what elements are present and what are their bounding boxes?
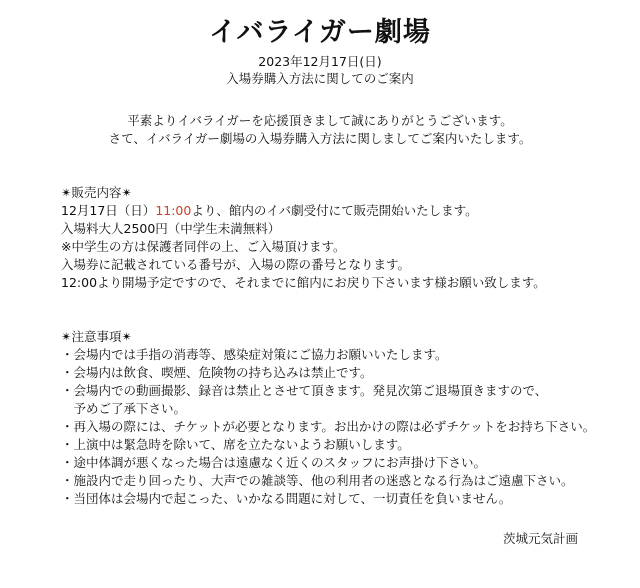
- note-item: ・上演中は緊急時を除いて、席を立たないようお願いします。: [61, 437, 410, 452]
- sales-date: 12月17日（日）: [61, 203, 156, 218]
- note-item: ・会場内での動画撮影、録音は禁止とさせて頂きます。発見次第ご退場頂きますので、: [61, 383, 548, 398]
- organizer-signature: 茨城元気計画: [502, 531, 578, 546]
- greeting-line-2: さて、イバライガー劇場の入場券購入方法に関しましてご案内いたします。: [108, 131, 532, 146]
- sales-heading: ✴︎販売内容✴︎: [61, 185, 132, 200]
- sales-line-1: [61, 201, 478, 219]
- note-item: ・当団体は会場内で起こった、いかなる問題に対して、一切責任を負いません。: [61, 491, 512, 506]
- sales-line-2: 入場料大人2500円（中学生未満無料）: [61, 221, 281, 236]
- note-item: ・途中体調が悪くなった場合は遠慮なく近くのスタッフにお声掛け下さい。: [61, 455, 487, 470]
- note-item: 予めご了承下さい。: [61, 401, 187, 416]
- sales-line-5: 12:00より開場予定ですので、それまでに館内にお戻り下さいます様お願い致します。: [61, 275, 546, 290]
- note-item: ・会場内は飲食、喫煙、危険物の持ち込みは禁止です。: [61, 365, 373, 380]
- sales-time: 11:00: [155, 203, 192, 218]
- note-item: ・再入場の際には、チケットが必要となります。お出かけの際は必ずチケットをお持ち下さい。: [61, 419, 596, 434]
- sales-line-1-rest: より、館内のイバ劇受付にて販売開始いたします。: [191, 203, 478, 218]
- notes-heading: ✴︎注意事項✴︎: [61, 329, 132, 344]
- event-date: 2023年12月17日(日): [258, 54, 382, 69]
- greeting-line-1: 平素よりイバライガーを応援頂きまして誠にありがとうございます。: [127, 113, 513, 128]
- sales-line-3: ※中学生の方は保護者同伴の上、ご入場頂けます。: [61, 239, 346, 254]
- page-subtitle: 入場券購入方法に関してのご案内: [226, 71, 414, 86]
- note-item: ・施設内で走り回ったり、大声での雑談等、他の利用者の迷惑となる行為はご遠慮下さい。: [61, 473, 574, 488]
- note-item: ・会場内では手指の消毒等、感染症対策にご協力お願いいたします。: [61, 347, 448, 362]
- sales-line-4: 入場券に記載されている番号が、入場の際の番号となります。: [61, 257, 411, 272]
- page-title: イバライガー劇場: [209, 17, 431, 48]
